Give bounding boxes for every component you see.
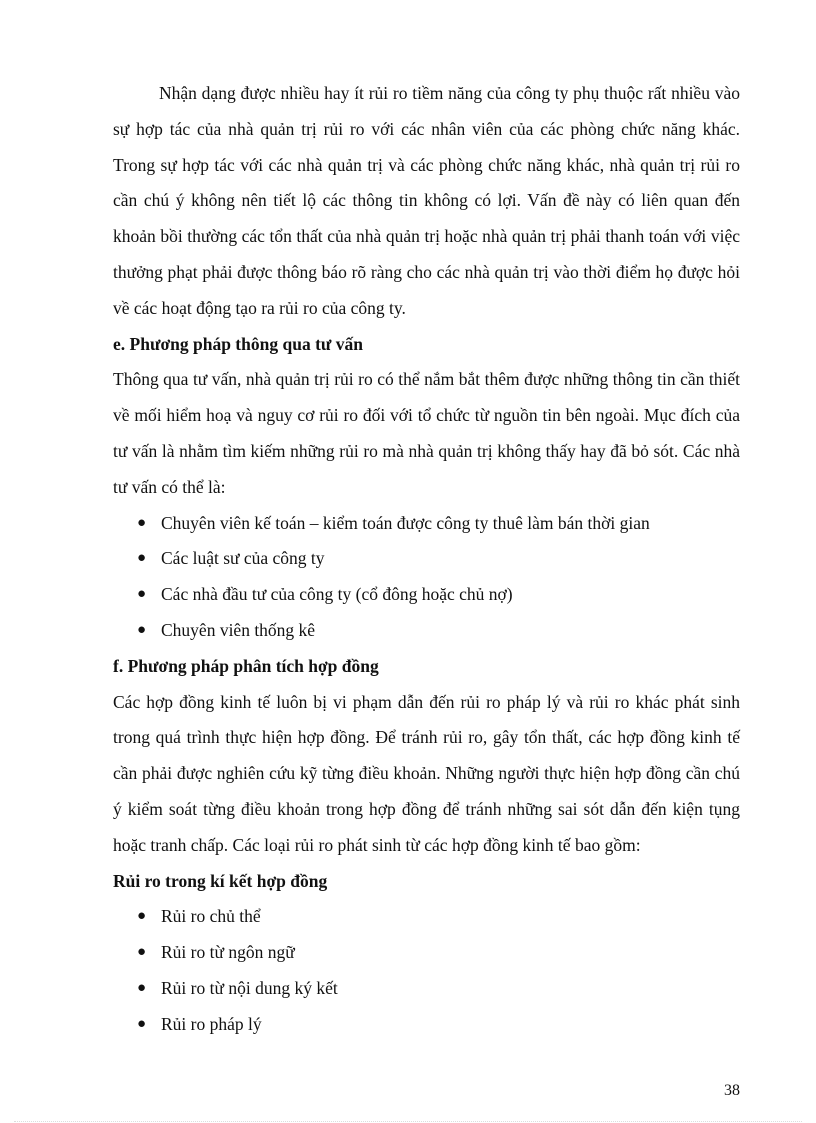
bullet-icon: ●: [137, 586, 147, 603]
list-item: ● Chuyên viên kế toán – kiểm toán được công ty thuê làm bán thời gian: [113, 506, 740, 542]
bullet-icon: ●: [137, 514, 147, 531]
list-item: ● Rủi ro từ nội dung ký kết: [113, 971, 740, 1007]
list-item: ● Rủi ro chủ thể: [113, 899, 740, 935]
list-item: ● Các luật sư của công ty: [113, 541, 740, 577]
consultant-list: [113, 506, 740, 649]
bullet-icon: ●: [137, 908, 147, 925]
bullet-icon: ●: [137, 979, 147, 996]
page-content: [113, 76, 740, 1043]
section-e-heading: e. Phương pháp thông qua tư vấn: [113, 333, 364, 354]
section-f-subheading: Rủi ro trong kí kết hợp đồng: [113, 870, 328, 891]
section-f-paragraph: Các hợp đồng kinh tế luôn bị vi phạm dẫn đến rủi ro pháp lý và rủi ro khác phát sinh trong quá trình thực hiện hợp đồng. Để tránh rủi ro, gây tổn thất, các hợp đồng kinh tế cần phải được nghiên cứu kỹ từng điều khoản. Những người thực hiện hợp đồng cần chú ý kiểm soát từng điều khoản trong hợp đồng để tránh những sai sót dẫn đến kiện tụng hoặc tranh chấp. Các loại rủi ro phát sinh từ các hợp đồng kinh tế bao gồm:: [113, 691, 740, 855]
bullet-icon: ●: [137, 944, 147, 961]
page-number: 38: [724, 1082, 740, 1099]
section-f-heading: f. Phương pháp phân tích hợp đồng: [113, 655, 379, 676]
list-item: ● Rủi ro từ ngôn ngữ: [113, 935, 740, 971]
bullet-icon: ●: [137, 1015, 147, 1032]
bullet-icon: ●: [137, 550, 147, 567]
page-bottom-divider: [14, 1121, 802, 1122]
contract-risk-list: [113, 899, 740, 1042]
bullet-icon: ●: [137, 621, 147, 638]
list-item: ● Các nhà đầu tư của công ty (cổ đông hoặc chủ nợ): [113, 577, 740, 613]
paragraph-intro: Nhận dạng được nhiều hay ít rủi ro tiềm năng của công ty phụ thuộc rất nhiều vào sự hợp tác của nhà quản trị rủi ro với các nhân viên của các phòng chức năng khác. Trong sự hợp tác với các nhà quản trị và các phòng chức năng khác, nhà quản trị rủi ro cần chú ý không nên tiết lộ các thông tin không có lợi. Vấn đề này có liên quan đến khoản bồi thường các tổn thất của nhà quản trị hoặc nhà quản trị phải thanh toán với việc thưởng phạt phải được thông báo rõ ràng cho các nhà quản trị vào thời điểm họ được hỏi về các hoạt động tạo ra rủi ro của công ty.: [113, 83, 740, 318]
list-item: ● Chuyên viên thống kê: [113, 613, 740, 649]
section-e-paragraph: Thông qua tư vấn, nhà quản trị rủi ro có thể nắm bắt thêm được những thông tin cần thiết về mối hiểm hoạ và nguy cơ rủi ro đối với tổ chức từ nguồn tin bên ngoài. Mục đích của tư vấn là nhằm tìm kiếm những rủi ro mà nhà quản trị không thấy hay đã bỏ sót. Các nhà tư vấn có thể là:: [113, 369, 740, 497]
list-item: ● Rủi ro pháp lý: [113, 1007, 740, 1043]
